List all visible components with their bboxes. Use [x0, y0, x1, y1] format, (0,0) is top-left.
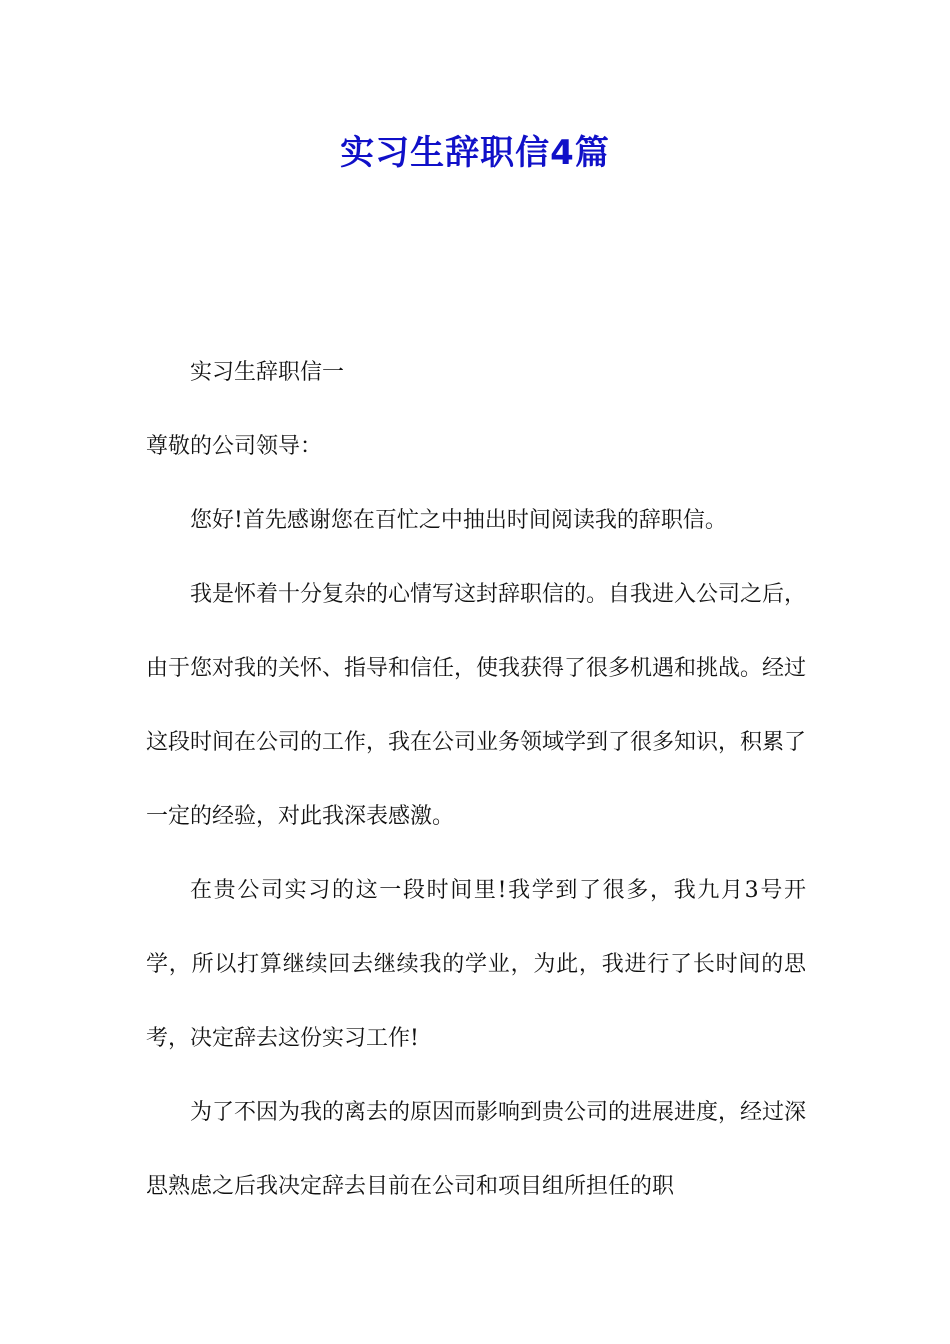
document-body — [146, 336, 806, 1224]
paragraph-greeting: 您好!首先感谢您在百忙之中抽出时间阅读我的辞职信。 — [190, 508, 727, 533]
paragraph-reason: 在贵公司实习的这一段时间里!我学到了很多，我九月3号开学，所以打算继续回去继续我的学业，为此，我进行了长时间的思考，决定辞去这份实习工作! — [146, 878, 806, 1051]
salutation: 尊敬的公司领导： — [146, 434, 323, 459]
paragraph-gratitude: 我是怀着十分复杂的心情写这封辞职信的。自我进入公司之后，由于您对我的关怀、指导和信任，使我获得了很多机遇和挑战。经过这段时间在公司的工作，我在公司业务领域学到了很多知识，积累了一定的经验，对此我深表感激。 — [146, 582, 807, 829]
document-title: 实习生辞职信4篇 — [340, 133, 610, 173]
paragraph-decision: 为了不因为我的离去的原因而影响到贵公司的进展进度，经过深思熟虑之后我决定辞去目前在公司和项目组所担任的职 — [146, 1100, 807, 1199]
section-heading: 实习生辞职信一 — [190, 360, 345, 385]
